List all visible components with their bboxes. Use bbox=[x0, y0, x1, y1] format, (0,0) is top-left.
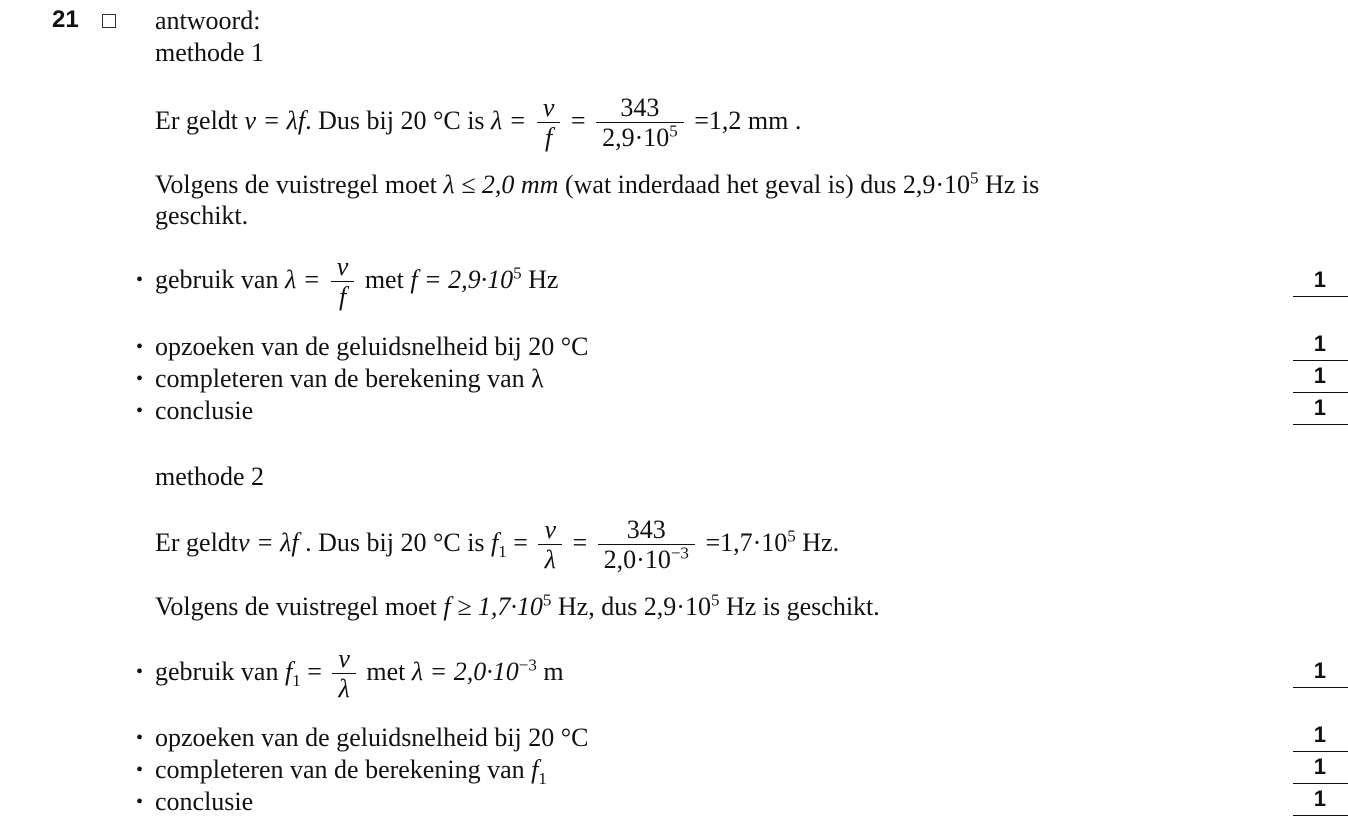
method1-calculation: Er geldt v = λf. Dus bij 20 °C is λ = $\frac{v}{f}$ = $\frac{343}{2,9\cdot 10^5}$ =1,2 mm . bbox=[155, 92, 802, 152]
fraction-v-over-f: $\frac{v}{f}$ bbox=[537, 94, 561, 153]
question-number: 21 bbox=[52, 6, 79, 33]
score-m1-1: 1 bbox=[1293, 266, 1348, 297]
method2-criterion-1: • gebruik van $f_1$ = $\frac{v}{\lambda}$ met $\lambda = 2,0\cdot 10^{-3}$ m bbox=[136, 643, 564, 703]
method2-rule: Volgens de vuistregel moet $f \ge 1,7\cdot 10^5$ Hz, dus $2,9\cdot 10^5$ Hz is geschikt. bbox=[155, 590, 880, 621]
method2-criterion-3: • completeren van de berekening van $f_1$ bbox=[136, 755, 547, 789]
method1-title: methode 1 bbox=[155, 38, 265, 67]
method1-criterion-4: • conclusie bbox=[136, 396, 254, 425]
score-m2-3: 1 bbox=[1293, 753, 1348, 784]
score-m1-3: 1 bbox=[1293, 362, 1348, 393]
method1-rule-line2: geschikt. bbox=[155, 201, 249, 230]
score-m1-4: 1 bbox=[1293, 394, 1348, 425]
score-m1-2: 1 bbox=[1293, 330, 1348, 361]
method1-criterion-1: • gebruik van λ = $\frac{v}{f}$ met $f = 2,9\cdot 10^5$ Hz bbox=[136, 251, 559, 311]
method2-calculation: Er geldtv = λf . Dus bij 20 °C is $f_1$ = $\frac{v}{\lambda}$ = $\frac{343}{2,0\cdot 10^{-3}}$ $=1,7\cdot 10^5$ Hz. bbox=[155, 514, 840, 574]
method1-criterion-3: • completeren van de berekening van λ bbox=[136, 364, 544, 393]
checkbox[interactable] bbox=[102, 14, 116, 28]
method1-rule-line1: Volgens de vuistregel moet λ ≤ 2,0 mm (wat inderdaad het geval is) dus $2,9\cdot 10^5$ Hz is bbox=[155, 168, 1040, 199]
method2-criterion-4: • conclusie bbox=[136, 787, 254, 816]
method2-title: methode 2 bbox=[155, 462, 265, 491]
score-m2-2: 1 bbox=[1293, 721, 1348, 752]
score-m2-1: 1 bbox=[1293, 657, 1348, 688]
method1-criterion-2: • opzoeken van de geluidsnelheid bij 20 °C bbox=[136, 332, 589, 361]
score-m2-4: 1 bbox=[1293, 785, 1348, 816]
method2-criterion-2: • opzoeken van de geluidsnelheid bij 20 °C bbox=[136, 723, 589, 752]
fraction-343: $\frac{343}{2,9\cdot 10^5}$ bbox=[596, 94, 684, 153]
answer-heading: antwoord: bbox=[155, 6, 261, 35]
